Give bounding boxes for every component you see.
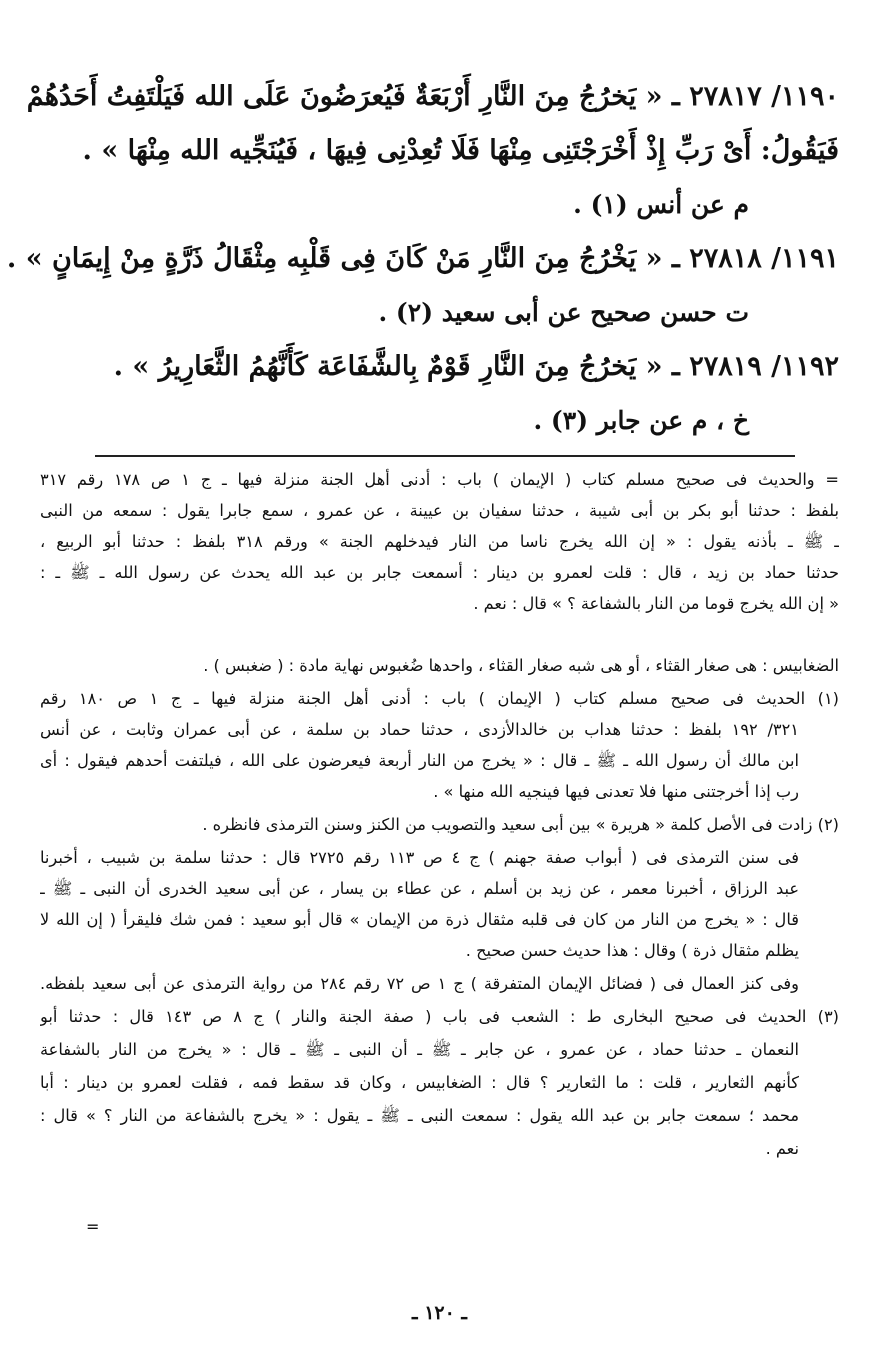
footnote-line: « إن الله يخرج قوما من النار بالشفاعة ؟ » قال : نعم .	[473, 594, 839, 613]
footnote-1-line: ٣٢١/ ١٩٢ بلفظ : حدثنا هداب بن خالدالأزدى ، حدثنا حماد بن سلمة ، عن أبى عمران وثابت ، عن أنس	[40, 720, 799, 739]
footnote-2-line: (٢) زادت فى الأصل كلمة « هريرة » بين أبى سعيد والتصويب من الكنز وسنن الترمذى فانظره .	[202, 815, 839, 834]
source-1192: خ ، م عن جابر (٣) .	[533, 406, 749, 435]
footnote-separator	[95, 455, 795, 457]
source-1190: م عن أنس (١) .	[573, 190, 749, 219]
continuation-mark: =	[86, 1217, 100, 1236]
hadith-1190-line-1: ١١٩٠/ ٢٧٨١٧ ـ « يَخرُجُ مِنَ النَّارِ أَرْبَعَةٌ فَيُعرَضُونَ عَلَى الله فَيَلْتَفِتُ أَحَدُهُمْ	[26, 81, 839, 112]
hadith-1190-line-2: فَيَقُولُ: أَىْ رَبِّ إِذْ أَخْرَجْتَنِى مِنْهَا فَلَا تُعِدْنِى فِيهَا ، فَيُنَجِّيه الله مِنْهَا » .	[82, 135, 839, 166]
footnote-line: ـ ﷺ ـ بأذنه يقول : « إن الله يخرج ناسا من النار فيدخلهم الجنة » ورقم ٣١٨ بلفظ : حدثنا أبو الربيع ،	[40, 532, 839, 551]
footnote-1-line: ابن مالك أن رسول الله ـ ﷺ ـ قال : « يخرج من النار أربعة فيعرضون على الله ، فيلتفت أحدهم فيقول : أى	[40, 751, 799, 770]
footnote-line: بلفظ : حدثنا أبو بكر بن أبى شيبة ، حدثنا سفيان بن عيينة ، عن عمرو ، سمع جابرا يقول : سمعه من النبى	[40, 501, 839, 520]
footnote-line: حدثنا حماد بن زيد ، قال : قلت لعمرو بن دينار : أسمعت جابر بن عبد الله يحدث عن رسول الله ـ ﷺ ـ :	[40, 563, 839, 582]
footnote-2-line: يظلم مثقال ذرة ) وقال : هذا حديث حسن صحيح .	[465, 941, 799, 960]
footnote-line: = والحديث فى صحيح مسلم كتاب ( الإيمان ) باب : أدنى أهل الجنة منزلة فيها ـ ج ١ ص ١٧٨ رقم ٣١٧	[40, 470, 839, 489]
footnote-1-line: رب إذا أخرجتنى منها فلا تعدنى فيها فينجيه الله منها » .	[433, 782, 799, 801]
footnote-2-line: قال : « يخرج من النار من كان فى قلبه مثقال ذرة من الإيمان » قال أبو سعيد : فمن شك فليقرأ ( إن الله لا	[40, 910, 799, 929]
source-1191: ت حسن صحيح عن أبى سعيد (٢) .	[378, 298, 749, 327]
footnote-line: الضغابيس : هى صغار القثاء ، أو هى شبه صغار القثاء ، واحدها ضُغبوس نهاية مادة : ( ضغبس ) .	[203, 656, 839, 675]
footnote-3-line: محمد ؛ سمعت جابر بن عبد الله يقول : سمعت النبى ـ ﷺ ـ يقول : « يخرج بالشفاعة من النار ؟ » قال :	[40, 1106, 799, 1125]
footnote-3-line: (٣) الحديث فى صحيح البخارى ط : الشعب فى باب ( صفة الجنة والنار ) ج ٨ ص ١٤٣ قال : حدثنا أبو	[40, 1007, 839, 1026]
footnote-1-line: (١) الحديث فى صحيح مسلم كتاب ( الإيمان ) باب : أدنى أهل الجنة منزلة فيها ـ ج ١ ص ١٨٠ رقم	[40, 689, 839, 708]
footnote-2-line: وفى كنز العمال فى ( فضائل الإيمان المتفرقة ) ج ١ ص ٧٢ رقم ٢٨٤ من رواية الترمذى عن أبى سعيد بلفظه.	[40, 974, 799, 993]
footnote-2-line: عبد الرزاق ، أخبرنا معمر ، عن زيد بن أسلم ، عن عطاء بن يسار ، عن أبى سعيد الخدرى أن النبى ـ ﷺ ـ	[40, 879, 799, 898]
footnote-2-line: فى سنن الترمذى فى ( أبواب صفة جهنم ) ج ٤ ص ١١٣ رقم ٢٧٢٥ قال : حدثنا سلمة بن شبيب ، أخبرنا	[40, 848, 799, 867]
footnote-3-line: كأنهم الثعارير ، قلت : ما الثعارير ؟ قال : الضغابيس ، وكان قد سقط فمه ، فقلت لعمرو بن دينار : أبا	[40, 1073, 799, 1092]
footnote-3-line: نعم .	[765, 1139, 799, 1158]
footnote-3-line: النعمان ـ حدثنا حماد ، عن عمرو ، عن جابر ـ ﷺ ـ أن النبى ـ ﷺ ـ قال : « يخرج من النار بالشفاعة	[40, 1040, 799, 1059]
hadith-1192: ١١٩٢/ ٢٧٨١٩ ـ « يَخرُجُ مِنَ النَّارِ قَوْمٌ بِالشَّفَاعَة كَأَنَّهُمُ الثَّعَارِيرُ » .	[113, 351, 839, 382]
page-number: ـ ١٢٠ ـ	[412, 1302, 467, 1324]
hadith-1191: ١١٩١/ ٢٧٨١٨ ـ « يَخْرُجُ مِنَ النَّارِ مَنْ كَانَ فِى قَلْبِه مِثْقَالُ ذَرَّةٍ مِنْ إِيمَانٍ » .	[6, 243, 839, 274]
